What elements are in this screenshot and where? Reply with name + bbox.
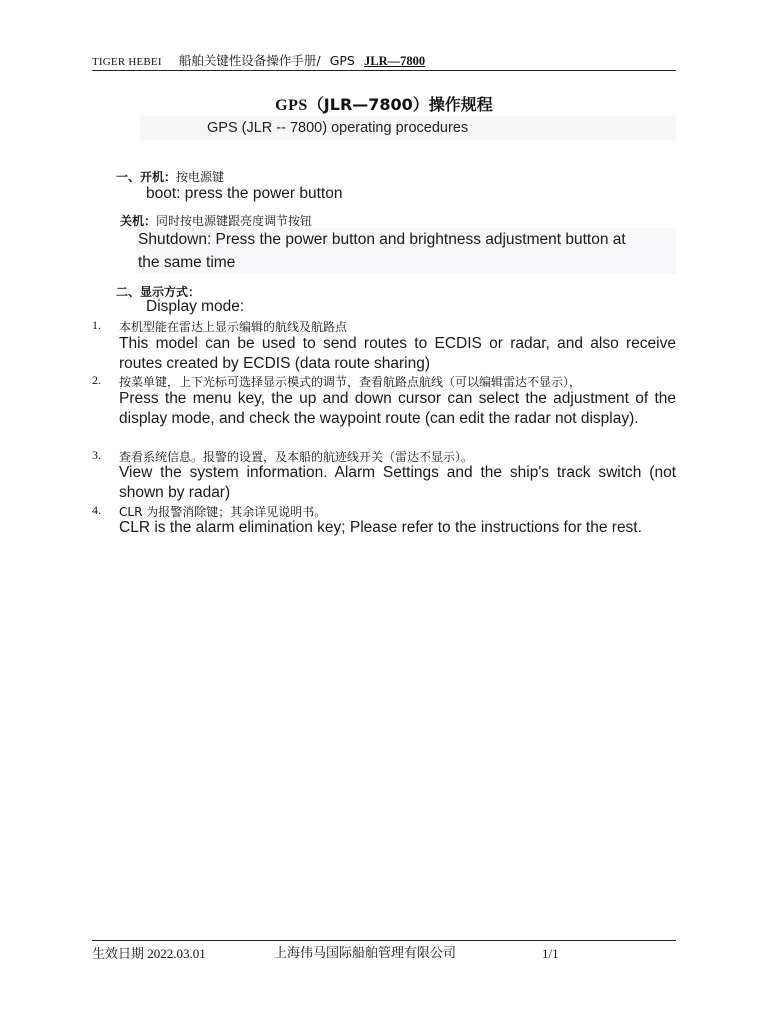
document-subtitle: GPS (JLR -- 7800) operating procedures xyxy=(140,116,676,140)
list-item-en: View the system information. Alarm Settings and the ship's track switch (not shown by radar) xyxy=(119,464,676,501)
footer-company: 上海伟马国际船舶管理有限公司 xyxy=(274,946,457,961)
section2-number: 二、 xyxy=(116,285,141,299)
list-item-cn: 查看系统信息。报警的设置，及本船的航迹线开关（雷达不显示）。 xyxy=(119,450,474,464)
list-item-cn: CLR 为报警消除键；其余详见说明书。 xyxy=(119,505,327,519)
list-item-number: 2. xyxy=(92,373,101,387)
shutdown-en-line1: Shutdown: Press the power button and brightness adjustment button at xyxy=(138,231,626,248)
page-header xyxy=(92,52,676,71)
title-cn-part: （JLR—7800）操作规程 xyxy=(307,95,493,114)
list-item-en: This model can be used to send routes to ECDIS or radar, and also receive routes created by ECDIS (data route sharing) xyxy=(119,335,676,372)
header-model: JLR—7800 xyxy=(363,54,426,68)
section1-heading xyxy=(116,168,224,186)
list-item-en: Press the menu key, the up and down cursor can select the adjustment of the display mode, and check the waypoint route (can edit the radar not display). xyxy=(119,390,676,427)
section1-cn-text: 按电源键 xyxy=(176,170,225,184)
footer-effective-date: 2022.03.01 xyxy=(147,946,206,961)
title-en-part: GPS xyxy=(275,97,308,114)
list-item-cn: 按菜单键，上下光标可选择显示模式的调节，查看航路点航线（可以编辑雷达不显示）， xyxy=(119,375,582,389)
list-item-cn: 本机型能在雷达上显示编辑的航线及航路点 xyxy=(119,320,348,334)
header-model-prefix: GPS xyxy=(329,53,355,68)
footer-page-number: 1/1 xyxy=(542,946,559,961)
shutdown-cn-text: 同时按电源键跟亮度调节按钮 xyxy=(156,214,313,228)
section2-en-text: Display mode: xyxy=(146,298,245,315)
list-item-number: 4. xyxy=(92,503,101,517)
header-manual-title: 船舶关键性设备操作手册/ xyxy=(178,53,321,68)
section2-label: 显示方式： xyxy=(140,285,201,299)
list-item-number: 3. xyxy=(92,448,101,462)
list-item-number: 1. xyxy=(92,318,101,332)
shutdown-en-line2: the same time xyxy=(138,254,236,271)
shutdown-label: 关机： xyxy=(120,214,157,228)
section1-label: 开机： xyxy=(140,170,177,184)
footer-effective-label: 生效日期 xyxy=(92,947,145,962)
page-footer xyxy=(92,940,676,965)
document-title xyxy=(0,94,768,117)
section1-number: 一、 xyxy=(116,170,141,184)
section1-en-text: boot: press the power button xyxy=(146,185,343,202)
list-item-en: CLR is the alarm elimination key; Please refer to the instructions for the rest. xyxy=(119,519,642,536)
header-company: TIGER HEBEI xyxy=(92,56,162,68)
